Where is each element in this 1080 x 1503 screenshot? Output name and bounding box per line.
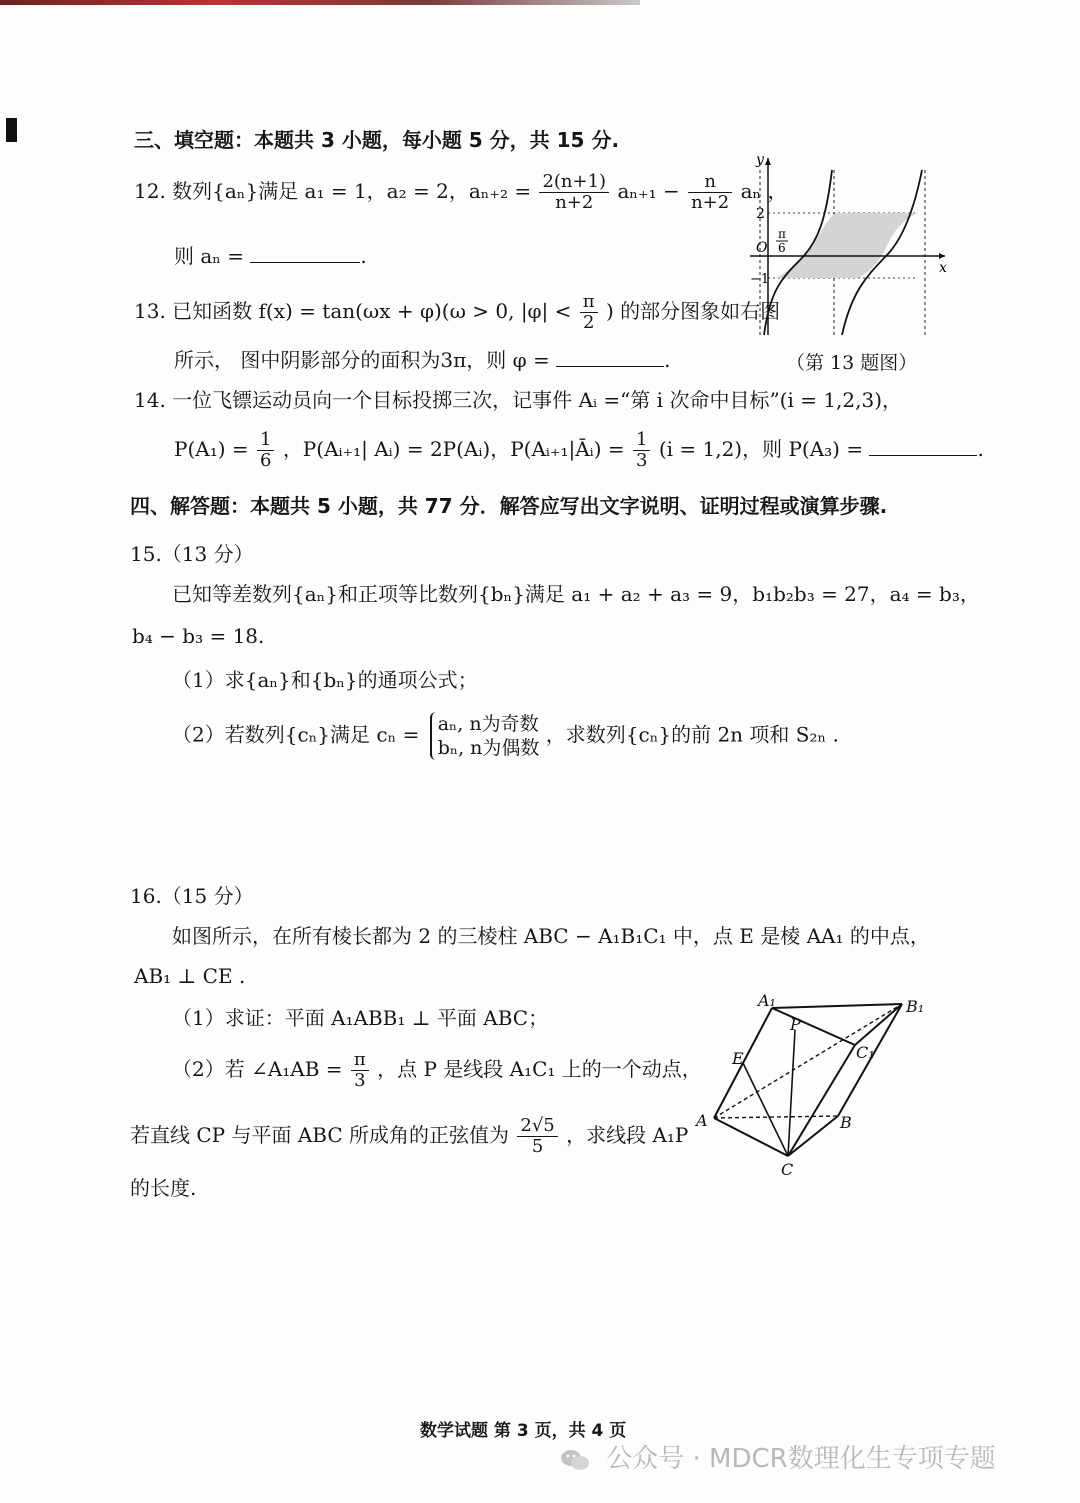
fig13-x-arrow xyxy=(939,253,945,259)
q12-frac2-num: n xyxy=(688,172,732,193)
fig16-edge-b1c1 xyxy=(855,1004,902,1045)
fig16-edge-bc xyxy=(788,1116,838,1156)
q16-line2: AB₁ ⊥ CE . xyxy=(134,964,246,988)
fig13-tick-six: 6 xyxy=(778,241,786,255)
fig16-edge-a1b1 xyxy=(772,1004,902,1008)
q13-end: . xyxy=(664,348,671,372)
q12-text-mid: aₙ₊₁ − xyxy=(617,179,680,203)
q16-line1: 如图所示，在所有棱长都为 2 的三棱柱 ABC − A₁B₁C₁ 中，点 E 是棱 AA₁ 的中点， xyxy=(172,924,930,948)
fig16-label-p: P xyxy=(790,1015,801,1034)
watermark xyxy=(560,1438,996,1475)
q12-frac1-den: n+2 xyxy=(555,192,594,213)
fig13-tick-pi: π xyxy=(778,227,786,241)
q15-part2-b: ，求数列{cₙ}的前 2n 项和 S₂ₙ . xyxy=(545,722,839,747)
q13-ask: 所示， 图中阴影部分的面积为3π，则 φ = xyxy=(174,348,550,372)
q15-case-even: bₙ, n为偶数 xyxy=(437,737,540,759)
fig16-label-b1: B₁ xyxy=(906,997,925,1016)
q13-line1 xyxy=(134,292,780,333)
q13-text-a: 13. 已知函数 f(x) = tan(ωx + φ)(ω > 0, |φ| < xyxy=(134,299,572,323)
fig16-edge-cc1 xyxy=(788,1045,855,1156)
q16-part2 xyxy=(172,1050,702,1091)
fig16-prism xyxy=(690,990,940,1185)
q16-line3-b: ，求线段 A₁P xyxy=(566,1123,689,1147)
q14-fraction-1 xyxy=(257,430,274,471)
q15-part1: （1）求{aₙ}和{bₙ}的通项公式； xyxy=(172,668,478,692)
wechat-icon xyxy=(560,1447,590,1473)
q14-end: . xyxy=(977,437,984,461)
fig13-caption: （第 13 题图） xyxy=(786,352,918,374)
q15-part2 xyxy=(172,712,839,760)
fig16-hidden-ab xyxy=(714,1116,838,1118)
fig13-tan-graph xyxy=(740,150,950,340)
q12-line2 xyxy=(174,244,367,268)
q12-ask: 则 aₙ = xyxy=(174,244,245,268)
q14-text-a: P(A₁) = xyxy=(174,437,249,461)
q14-answer-blank[interactable] xyxy=(869,437,977,456)
scan-side-mark xyxy=(6,118,17,142)
section3-heading: 三、填空题：本题共 3 小题，每小题 5 分，共 15 分. xyxy=(134,128,620,152)
q14-frac1-den: 6 xyxy=(260,450,272,471)
q13-line2 xyxy=(174,348,670,372)
section4-heading: 四、解答题：本题共 5 小题，共 77 分．解答应写出文字说明、证明过程或演算步骤. xyxy=(130,494,888,518)
q12-frac2-den: n+2 xyxy=(691,192,730,213)
q14-line1: 14. 一位飞镖运动员向一个目标投掷三次，记事件 Aᵢ =“第 i 次命中目标”(i = 1,2,3)， xyxy=(134,388,903,412)
fig16-label-e: E xyxy=(732,1049,744,1068)
q15-line1: 已知等差数列{aₙ}和正项等比数列{bₙ}满足 a₁ + a₂ + a₃ = 9，b₁b₂b₃ = 27，a₄ = b₃， xyxy=(172,582,980,606)
q16-part2-b: ，点 P 是线段 A₁C₁ 上的一个动点， xyxy=(377,1057,702,1081)
fig13-shaded-region xyxy=(776,213,918,278)
watermark-text: 公众号 · MDCR数理化生专项专题 xyxy=(606,1444,996,1474)
q14-frac1-num: 1 xyxy=(257,430,274,451)
q16-line3-a: 若直线 CP 与平面 ABC 所成角的正弦值为 xyxy=(130,1123,510,1147)
q12-line1 xyxy=(134,172,788,213)
q12-frac1-num: 2(n+1) xyxy=(539,172,609,193)
q16-part1: （1）求证：平面 A₁ABB₁ ⊥ 平面 ABC； xyxy=(172,1006,549,1030)
fig13-tick-neg1: −1 xyxy=(750,272,770,287)
q16-line3-frac-den: 5 xyxy=(531,1136,544,1157)
fig13-y-label: y xyxy=(756,152,764,168)
q16-line3-frac-num: 2√5 xyxy=(517,1116,557,1137)
q16-title: 16.（15 分） xyxy=(130,884,254,908)
q16-part2-frac-num: π xyxy=(351,1050,369,1071)
q13-fraction xyxy=(580,292,598,333)
fig16-label-c1: C₁ xyxy=(856,1043,875,1062)
q14-line2 xyxy=(174,430,984,471)
q13-frac-den: 2 xyxy=(582,312,595,333)
fig16-label-a1: A₁ xyxy=(758,991,776,1010)
fig16-label-b: B xyxy=(840,1113,852,1132)
q14-fraction-2 xyxy=(633,430,650,471)
q15-title: 15.（13 分） xyxy=(130,542,254,566)
q16-line3-fraction xyxy=(517,1116,557,1157)
scan-top-edge xyxy=(0,0,640,5)
fig13-origin: O xyxy=(756,240,768,256)
q12-end: . xyxy=(360,244,367,268)
q13-text-b: ) 的部分图象如右图 xyxy=(605,299,781,323)
q15-piecewise-brace xyxy=(430,712,540,760)
fig13-tick-2: 2 xyxy=(756,206,765,222)
q16-line4: 的长度. xyxy=(130,1176,197,1200)
page-footer: 数学试题 第 3 页，共 4 页 xyxy=(420,1421,627,1441)
fig16-label-a: A xyxy=(696,1111,708,1130)
q14-text-b: ，P(Aᵢ₊₁| Aᵢ) = 2P(Aᵢ)，P(Aᵢ₊₁|Āᵢ) = xyxy=(282,437,625,461)
q15-case-odd: aₙ, n为奇数 xyxy=(437,713,539,735)
q12-text-a: 12. 数列{aₙ}满足 a₁ = 1，a₂ = 2，aₙ₊₂ = xyxy=(134,179,532,203)
q12-fraction-1 xyxy=(539,172,609,213)
q14-frac2-den: 3 xyxy=(636,450,648,471)
q13-frac-num: π xyxy=(580,292,598,313)
fig16-label-c: C xyxy=(781,1160,794,1179)
q13-answer-blank[interactable] xyxy=(556,348,664,367)
fig13-x-label: x xyxy=(939,260,947,276)
fig16-edge-ac xyxy=(714,1118,788,1156)
q14-text-c: (i = 1,2)，则 P(A₃) = xyxy=(658,437,864,461)
q16-part2-frac-den: 3 xyxy=(354,1070,366,1091)
q12-text-tail: aₙ ， xyxy=(740,179,788,203)
fig16-segment-cp xyxy=(788,1030,795,1156)
q14-frac2-num: 1 xyxy=(633,430,650,451)
q16-part2-a: （2）若 ∠A₁AB = xyxy=(172,1057,343,1081)
q12-fraction-2 xyxy=(688,172,732,213)
q15-line2: b₄ − b₃ = 18. xyxy=(132,624,265,648)
q16-line3 xyxy=(130,1116,688,1157)
fig13-y-arrow xyxy=(765,158,771,165)
q12-answer-blank[interactable] xyxy=(250,244,360,263)
q15-part2-a: （2）若数列{cₙ}满足 cₙ = xyxy=(172,722,420,747)
q16-part2-fraction xyxy=(351,1050,369,1091)
